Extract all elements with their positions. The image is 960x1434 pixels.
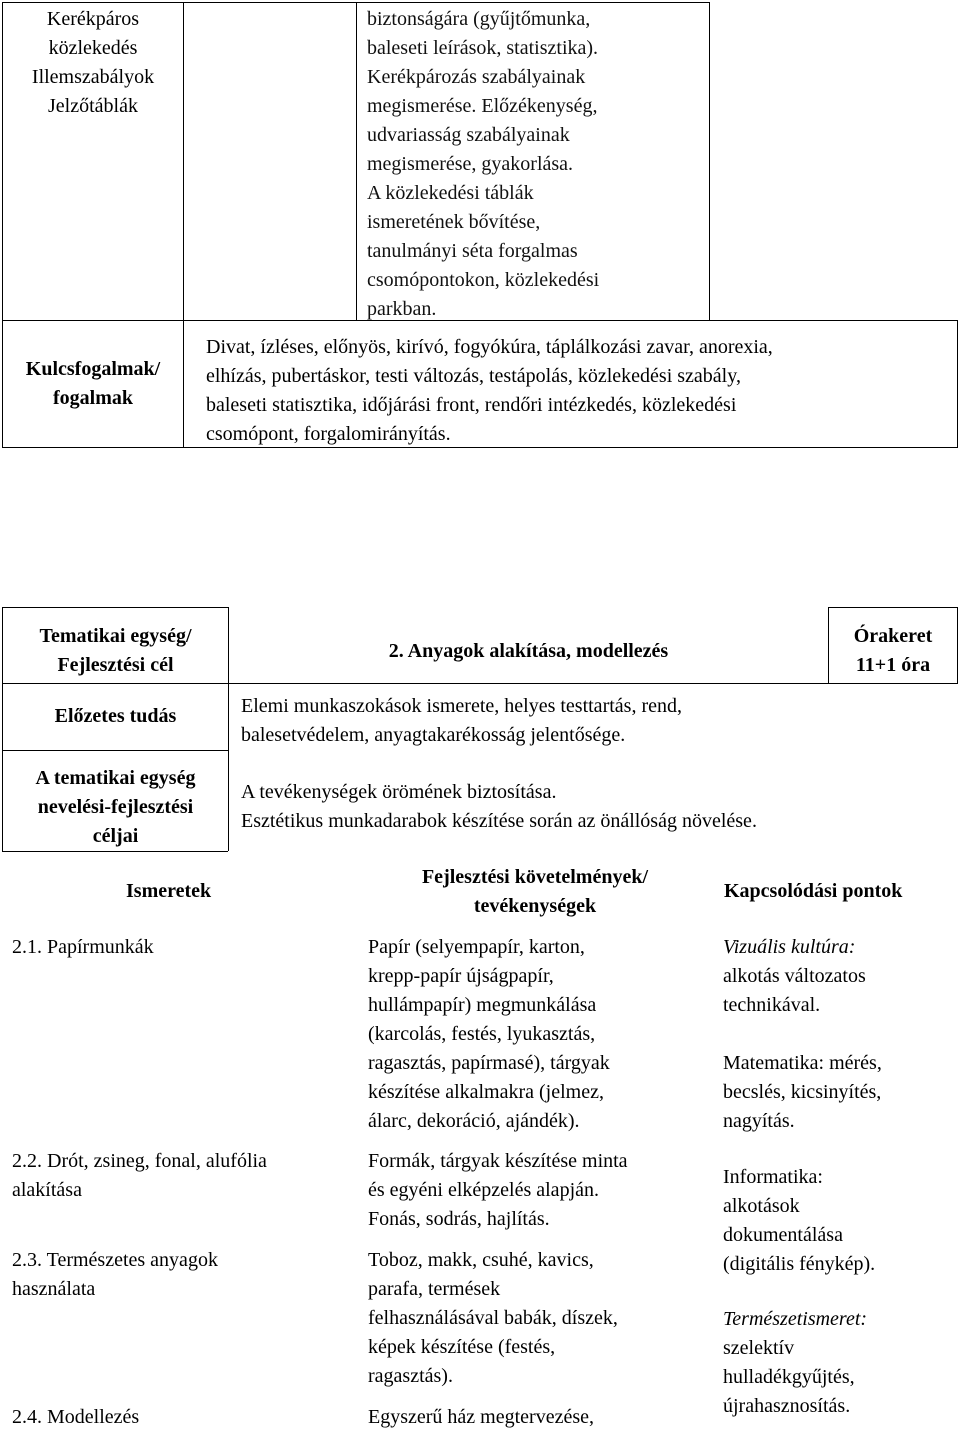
topic-title: 2.4. Modellezés: [12, 1406, 140, 1428]
goals-label: [3, 764, 228, 851]
connection-line: technikával.: [723, 994, 821, 1016]
connection-subject: Vizuális kultúra:: [723, 936, 856, 958]
goals-text: [241, 778, 956, 836]
activity-line: (karcolás, festés, lyukasztás,: [368, 1023, 596, 1045]
text-line: Elemi munkaszokások ismerete, helyes testtartás, rend,: [241, 695, 682, 717]
activity-line: Toboz, makk, csuhé, kavics,: [368, 1249, 594, 1271]
topic-2-4: [12, 1403, 352, 1432]
topic-title: 2.3. Természetes anyagok: [12, 1249, 218, 1271]
topic-title: használata: [12, 1278, 96, 1300]
concepts-line: baleseti statisztika, időjárási front, rendőri intézkedés, közlekedési: [206, 394, 737, 416]
topic-title: alakítása: [12, 1179, 82, 1201]
connection-line: (digitális fénykép).: [723, 1253, 876, 1275]
text-line: A tevékenységek örömének biztosítása.: [241, 781, 557, 803]
label-line: A tematikai egység: [35, 767, 196, 789]
table-border: [356, 2, 357, 320]
prior-knowledge-text: [241, 692, 941, 750]
activity-line: megismerése, gyakorlása.: [367, 153, 574, 175]
activity-line: ragasztás).: [368, 1365, 453, 1387]
activity-line: Fonás, sodrás, hajlítás.: [368, 1208, 550, 1230]
connection-line: nagyítás.: [723, 1110, 795, 1132]
label-line: nevelési-fejlesztési: [37, 796, 194, 818]
activity-line: felhasználásával babák, díszek,: [368, 1307, 618, 1329]
connection-line: dokumentálása: [723, 1224, 843, 1246]
label-line: Kulcsfogalmak/: [25, 358, 161, 380]
table-border: [957, 607, 958, 683]
header-connections: Kapcsolódási pontok: [724, 880, 903, 902]
key-concepts-text: [206, 333, 954, 449]
topic-cell: [3, 5, 183, 121]
label-line: Tematikai egység/: [39, 625, 192, 647]
activity-line: képek készítése (festés,: [368, 1336, 556, 1358]
topic-title: 2.2. Drót, zsineg, fonal, alufólia: [12, 1150, 267, 1172]
unit-title: 2. Anyagok alakítása, modellezés: [388, 640, 669, 662]
topic-line: Jelzőtáblák: [48, 95, 138, 117]
table-border: [957, 320, 958, 448]
activity-line: parkban.: [367, 298, 437, 320]
activity-2-1: [368, 933, 708, 1136]
topic-2-1: [12, 933, 352, 962]
activity-2-3: [368, 1246, 708, 1391]
activity-line: udvariasság szabályainak: [367, 124, 570, 146]
table-border: [2, 683, 958, 684]
unit-label: [3, 622, 228, 680]
connection-science: [723, 1305, 958, 1421]
connection-it: [723, 1163, 958, 1279]
activity-line: parafa, termések: [368, 1278, 501, 1300]
activity-2-2: [368, 1147, 708, 1234]
key-concepts-label: [3, 355, 183, 413]
activity-line: Kerékpározás szabályainak: [367, 66, 586, 88]
connection-subject: Természetismeret:: [723, 1308, 868, 1330]
activity-line: Egyszerű ház megtervezése,: [368, 1406, 594, 1428]
activity-line: tanulmányi séta forgalmas: [367, 240, 578, 262]
connection-line: alkotások: [723, 1195, 800, 1217]
activity-line: ismeretének bővítése,: [367, 211, 541, 233]
topic-line: Kerékpáros közlekedés: [46, 8, 140, 59]
activity-line: A közlekedési táblák: [367, 182, 534, 204]
activity-line: álarc, dekoráció, ajándék).: [368, 1110, 580, 1132]
activity-line: Papír (selyempapír, karton,: [368, 936, 585, 958]
concepts-line: csomópont, forgalomirányítás.: [206, 423, 451, 445]
topic-title: 2.1. Papírmunkák: [12, 936, 154, 958]
prior-knowledge-label: Előzetes tudás: [54, 705, 177, 727]
connection-line: újrahasznosítás.: [723, 1395, 851, 1417]
activity-line: baleseti leírások, statisztika).: [367, 37, 599, 59]
hours-label: Órakeret: [853, 625, 933, 647]
table-border: [2, 750, 228, 751]
connection-visual: [723, 933, 958, 1020]
connection-line: becslés, kicsinyítés,: [723, 1081, 882, 1103]
connection-subject: Informatika:: [723, 1166, 823, 1188]
activity-2-4: [368, 1403, 708, 1432]
activity-line: készítése alkalmakra (jelmez,: [368, 1081, 604, 1103]
table-border: [2, 607, 228, 608]
table-border: [828, 607, 958, 608]
hours-cell: [829, 622, 957, 680]
activity-line: Formák, tárgyak készítése minta: [368, 1150, 628, 1172]
concepts-line: Divat, ízléses, előnyös, kirívó, fogyókúra, táplálkozási zavar, anorexia,: [206, 336, 773, 358]
connection-line: hulladékgyűjtés,: [723, 1366, 855, 1388]
label-line: fogalmak: [53, 387, 133, 409]
label-line: céljai: [92, 825, 139, 847]
topic-2-3: [12, 1246, 352, 1304]
activity-line: és egyéni elképzelés alapján.: [368, 1179, 599, 1201]
activity-line: megismerése. Előzékenység,: [367, 95, 598, 117]
connection-line: mérés,: [829, 1052, 882, 1074]
table-border: [183, 2, 184, 448]
header-line: tevékenységek: [473, 895, 597, 917]
header-knowledge: Ismeretek: [126, 880, 212, 902]
connection-line: szelektív: [723, 1337, 795, 1359]
connection-math: [723, 1049, 958, 1136]
activity-line: krepp-papír újságpapír,: [368, 965, 554, 987]
table-border: [2, 851, 228, 852]
activity-line: biztonságára (gyűjtőmunka,: [367, 8, 591, 30]
header-requirements: [360, 863, 710, 921]
hours-value: 11+1 óra: [855, 654, 931, 676]
activity-cell: [367, 5, 707, 324]
text-line: Esztétikus munkadarabok készítése során az önállóság növelése.: [241, 810, 757, 832]
activity-line: hullámpapír) megmunkálása: [368, 994, 597, 1016]
activity-line: ragasztás, papírmasé), tárgyak: [368, 1052, 610, 1074]
table-border: [709, 2, 710, 320]
topic-2-2: [12, 1147, 352, 1205]
topic-line: Illemszabályok: [31, 66, 155, 88]
header-line: Fejlesztési követelmények/: [421, 866, 649, 888]
connection-line: alkotás változatos: [723, 965, 866, 987]
label-line: Fejlesztési cél: [57, 654, 174, 676]
concepts-line: elhízás, pubertáskor, testi változás, testápolás, közlekedési szabály,: [206, 365, 741, 387]
text-line: balesetvédelem, anyagtakarékosság jelentősége.: [241, 724, 626, 746]
connection-subject: Matematika:: [723, 1052, 825, 1074]
activity-line: csomópontokon, közlekedési: [367, 269, 600, 291]
